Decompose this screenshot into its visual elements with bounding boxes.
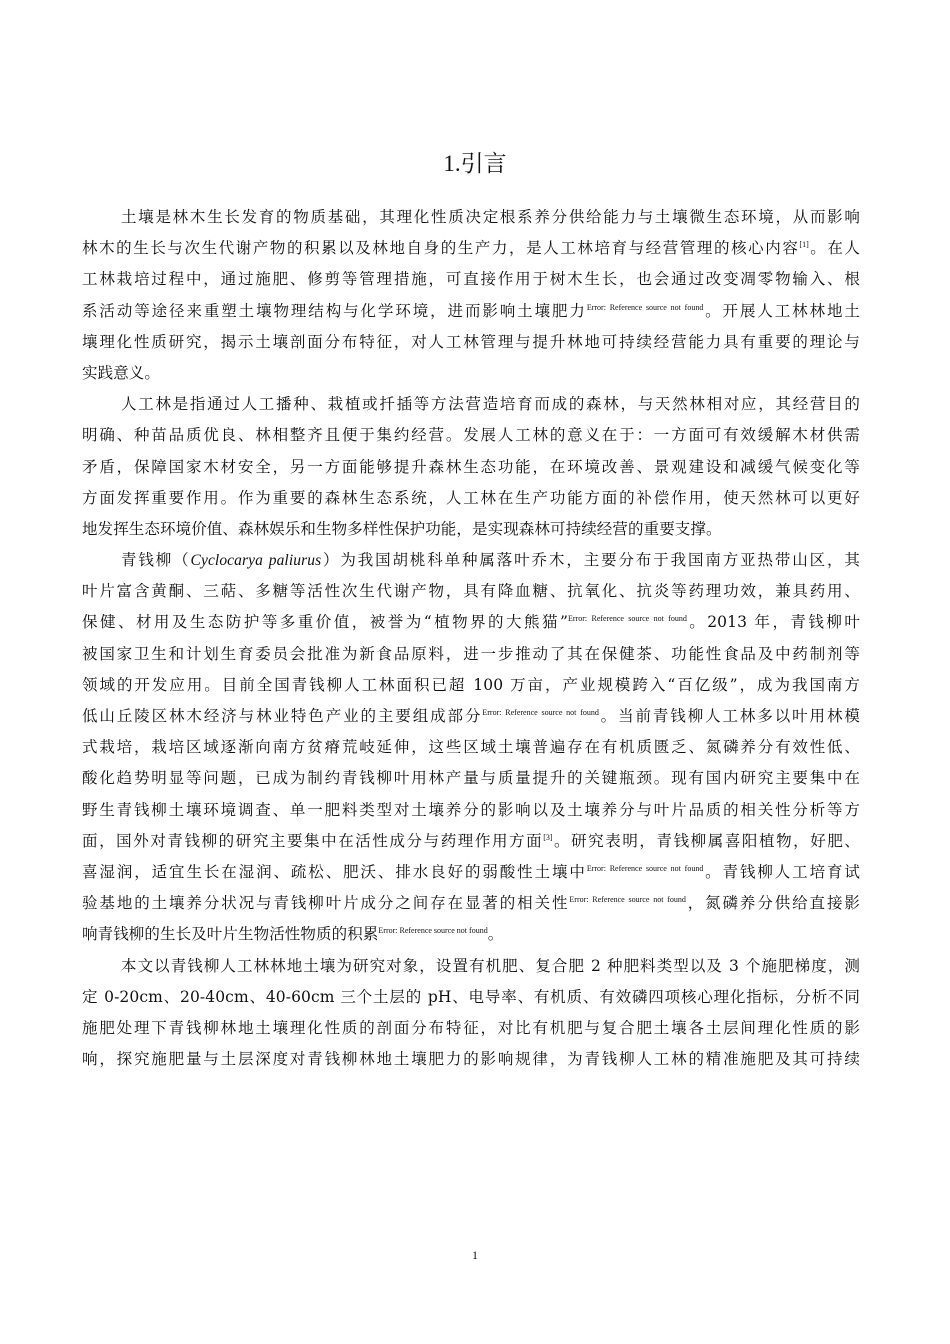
paragraph-line: 喜湿润，适宜生长在湿润、疏松、肥沃、排水良好的弱酸性土壤中$^{Error: Reference source not found}$。青钱柳人工培育试 [82,862,860,881]
paragraph-line: 式栽培，栽培区域逐渐向南方贫瘠荒岐延伸，这些区域土壤普遍存在有机质匮乏、氮磷养分有效性低、 [82,738,860,757]
paragraph-2 [82,389,860,545]
paragraph-1 [82,202,860,389]
citation-error[interactable]: Error: Reference source not found [568,614,687,624]
citation-error[interactable]: Error: Reference source not found [586,302,704,312]
paragraph-line: 本文以青钱柳人工林林地土壤为研究对象，设置有机肥、复合肥 2 种肥料类型以及 3 个施肥梯度，测 [121,956,860,975]
paragraph-line: 定 0-20cm、20-40cm、40-60cm 三个土层的 pH、电导率、有机质、有效磷四项核心理化指标，分析不同 [82,987,860,1006]
body-text [82,202,860,1075]
paragraph-line: 保健、材用及生态防护等多重价值，被誉为“植物界的大熊猫”$^{Error: Reference source not found}$。2013 年，青钱柳叶 [82,613,860,632]
paragraph-line: 叶片富含黄酮、三萜、多糖等活性次生代谢产物，具有降血糖、抗氧化、抗炎等药理功效，兼具药用、 [82,582,860,601]
paragraph-line: 工林栽培过程中，通过施肥、修剪等管理措施，可直接作用于树木生长，也会通过改变凋零物输入、根 [82,270,860,289]
paragraph-line: 明确、种苗品质优良、林相整齐且便于集约经营。发展人工林的意义在于：一方面可有效缓解木材供需 [82,426,860,445]
citation-error[interactable]: Error: Reference source not found [569,895,686,905]
paragraph-4 [82,951,860,1076]
species-latin-name: Cyclocarya paliurus [190,552,322,570]
paragraph-line: 矛盾，保障国家木材安全，另一方面能够提升森林生态功能，在环境改善、景观建设和减缓气候变化等 [82,457,860,476]
paragraph-line: 方面发挥重要作用。作为重要的森林生态系统，人工林在生产功能方面的补偿作用，使天然林可以更好 [82,488,860,507]
paragraph-line: 验基地的土壤养分状况与青钱柳叶片成分之间存在显著的相关性$^{Error: Reference source not found}$，氮磷养分供给直接影 [82,894,860,913]
citation-error[interactable]: Error: Reference source not found [378,926,488,936]
page-number: 1 [472,1248,478,1262]
citation[interactable]: [3] [543,832,553,842]
paragraph-line: 实践意义。 [82,363,161,382]
paragraph-line: 野生青钱柳土壤环境调查、单一肥料类型对土壤养分的影响以及土壤养分与叶片品质的相关性分析等方 [82,800,860,819]
paragraph-line: 被国家卫生和计划生育委员会批准为新食品原料，进一步推动了其在保健茶、功能性食品及中药制剂等 [82,644,860,663]
paragraph-line: 系活动等途径来重塑土壤物理结构与化学环境，进而影响土壤肥力$^{Error: Reference source not found}$。开展人工林林地土 [82,301,860,320]
paragraph-line: 地发挥生态环境价值、森林娱乐和生物多样性保护功能，是实现森林可持续经营的重要支撑。 [82,519,722,538]
paragraph-line: 响，探究施肥量与土层深度对青钱柳林地土壤肥力的影响规律，为青钱柳人工林的精准施肥及其可持续 [82,1050,860,1069]
paragraph-line: 响青钱柳的生长及叶片生物活性物质的积累$^{Error: Reference source not found}$。 [82,925,504,944]
paragraph-3 [82,545,860,950]
paragraph-line: 施肥处理下青钱柳林地土壤理化性质的剖面分布特征，对比有机肥与复合肥土壤各土层间理化性质的影 [82,1018,860,1037]
paragraph-line: 林木的生长与次生代谢产物的积累以及林地自身的生产力，是人工林培育与经营管理的核心内容[1]。在人 [82,239,860,258]
paragraph-line: 低山丘陵区林木经济与林业特色产业的主要组成部分$^{Error: Reference source not found}$。当前青钱柳人工林多以叶用林模 [82,707,860,725]
paragraph-line: 青钱柳（Cyclocarya paliurus）为我国胡桃科单种属落叶乔木，主要分布于我国南方亚热带山区，其 [121,551,860,570]
paragraph-line: 酸化趋势明显等问题，已成为制约青钱柳叶用林产量与质量提升的关键瓶颈。现有国内研究主要集中在 [82,769,860,788]
paragraph-line: 土壤是林木生长发育的物质基础，其理化性质决定根系养分供给能力与土壤微生态环境，从而影响 [121,208,860,226]
paragraph-line: 壤理化性质研究，揭示土壤剖面分布特征，对人工林管理与提升林地可持续经营能力具有重要的理论与 [82,332,860,351]
paragraph-line: 面，国外对青钱柳的研究主要集中在活性成分与药理作用方面[3]。研究表明，青钱柳属喜阳植物，好肥、 [82,831,860,850]
paragraph-line: 人工林是指通过人工播种、栽植或扦插等方法营造培育而成的森林，与天然林相对应，其经营目的 [121,395,860,414]
section-title: 1.引言 [443,151,507,176]
citation[interactable]: [1] [799,240,809,250]
citation-error[interactable]: Error: Reference source not found [482,708,599,717]
paragraph-line: 领域的开发应用。目前全国青钱柳人工林面积已超 100 万亩，产业规模跨入“百亿级”，成为我国南方 [82,675,860,694]
citation-error[interactable]: Error: Reference source not found [586,863,704,873]
